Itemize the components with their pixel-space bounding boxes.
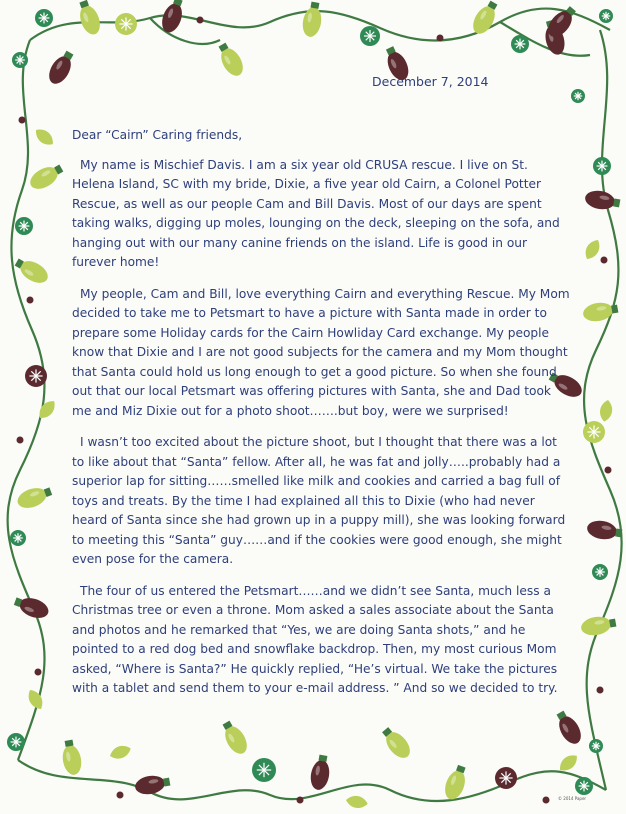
berry-dot [297, 797, 304, 804]
berry-dot [35, 669, 42, 676]
snowflake-ornament-icon [25, 365, 47, 387]
leaf-icon [582, 237, 603, 262]
leaf-icon [35, 397, 58, 422]
snowflake-ornament-icon [12, 52, 28, 68]
berry-dot [197, 17, 204, 24]
christmas-bulb-icon [45, 48, 78, 87]
christmas-bulb-icon [60, 739, 84, 777]
berry-dot [543, 797, 550, 804]
snowflake-ornament-icon [495, 767, 517, 789]
letter-date: December 7, 2014 [372, 74, 489, 89]
berry-dot [19, 117, 26, 124]
snowflake-ornament-icon [15, 217, 33, 235]
snowflake-ornament-icon [592, 564, 608, 580]
christmas-bulb-icon [134, 773, 172, 797]
christmas-bulb-icon [378, 724, 414, 762]
berry-dot [597, 687, 604, 694]
snowflake-ornament-icon [571, 89, 585, 103]
paragraph-santa-expectations: I wasn’t too excited about the picture shoot, but I thought that there was a lot to like about that “Santa” fellow. After all, he was fat and jolly…..probably had a superior lap for sitting……smelled like milk and cookies and carried a bag full of toys and treats. By the time I had explained all this to Dixie (who had never heard of Santa since she had grown up in a puppy mill), she was looking forward to meeting this “Santa” guy……and if the cookies were good enough, she might even pose for the camera. [72, 435, 566, 566]
christmas-bulb-icon [27, 160, 66, 193]
christmas-bulb-icon [309, 754, 333, 792]
paragraph-petsmart-plan: My people, Cam and Bill, love everything Cairn and everything Rescue. My Mom decided to take me to Petsmart to have a picture with Santa made in order to prepare some Holiday cards for the Cairn Howliday Card exchange. My people know that Dixie and I are not good subjects for the camera and my Mom thought that Santa could hold us long enough to get a good picture. So when she found out that our local Petsmart was offering pictures with Santa, she and Dad took me and Miz Dixie out for a photo shoot…….but boy, were we surprised! [72, 286, 570, 418]
christmas-bulb-icon [584, 189, 622, 213]
berry-dot [605, 467, 612, 474]
christmas-bulb-icon [469, 0, 502, 37]
snowflake-ornament-icon [252, 758, 276, 782]
berry-dot [601, 257, 608, 264]
christmas-bulb-icon [75, 0, 104, 37]
berry-dot [117, 792, 124, 799]
snowflake-ornament-icon [115, 13, 137, 35]
leaf-icon [345, 794, 369, 810]
vine-1 [8, 40, 45, 760]
snowflake-ornament-icon [360, 26, 380, 46]
christmas-bulb-icon [12, 593, 51, 622]
christmas-bulb-icon [552, 708, 585, 747]
christmas-bulb-icon [214, 40, 247, 79]
letter-greeting: Dear “Cairn” Caring friends, [72, 128, 243, 142]
snowflake-ornament-icon [593, 157, 611, 175]
snowflake-ornament-icon [7, 733, 25, 751]
christmas-bulb-icon [15, 483, 54, 512]
christmas-bulb-icon [586, 519, 624, 543]
snowflake-ornament-icon [10, 530, 26, 546]
berry-dot [27, 297, 34, 304]
snowflake-ornament-icon [589, 739, 603, 753]
christmas-bulb-icon [441, 763, 470, 802]
berry-dot [437, 35, 444, 42]
snowflake-ornament-icon [35, 9, 53, 27]
leaf-icon [32, 125, 57, 148]
christmas-bulb-icon [301, 1, 325, 39]
snowflake-ornament-icon [599, 9, 613, 23]
letter-body [72, 126, 572, 711]
paragraph-intro: My name is Mischief Davis. I am a six year old CRUSA rescue. I live on St. Helena Island, SC with my bride, Dixie, a five year old Cairn, a Colonel Potter Rescue, as well as our people Cam and Bill Davis. Most of our days are spent taking walks, digging up moles, lounging on the deck, sleeping on the sofa, and hanging out with our many canine friends on the island. Life is good in our furever home! [72, 157, 560, 269]
snowflake-ornament-icon [583, 421, 605, 443]
leaf-icon [108, 743, 133, 762]
stationery-fine-print: © 2014 Paper [558, 796, 587, 801]
snowflake-ornament-icon [511, 35, 529, 53]
christmas-bulb-icon [218, 718, 251, 757]
christmas-bulb-icon [12, 254, 51, 287]
berry-dot [17, 437, 24, 444]
leaf-icon [598, 399, 614, 423]
paragraph-virtual-santa: The four of us entered the Petsmart……and we didn’t see Santa, much less a Christmas tree or even a throne. Mom asked a sales associate about the Santa and photos and he remarked that “Yes, we are doing Santa shots,” and he pointed to a red dog bed and snowflake backdrop. Then, my most curious Mom asked, “Where is Santa?” He quickly replied, “He’s virtual. We take the pictures with a tablet and send them to your e-mail address. ” And so we decided to try. [72, 583, 558, 695]
snowflake-ornament-icon [575, 777, 593, 795]
christmas-bulb-icon [580, 614, 618, 638]
